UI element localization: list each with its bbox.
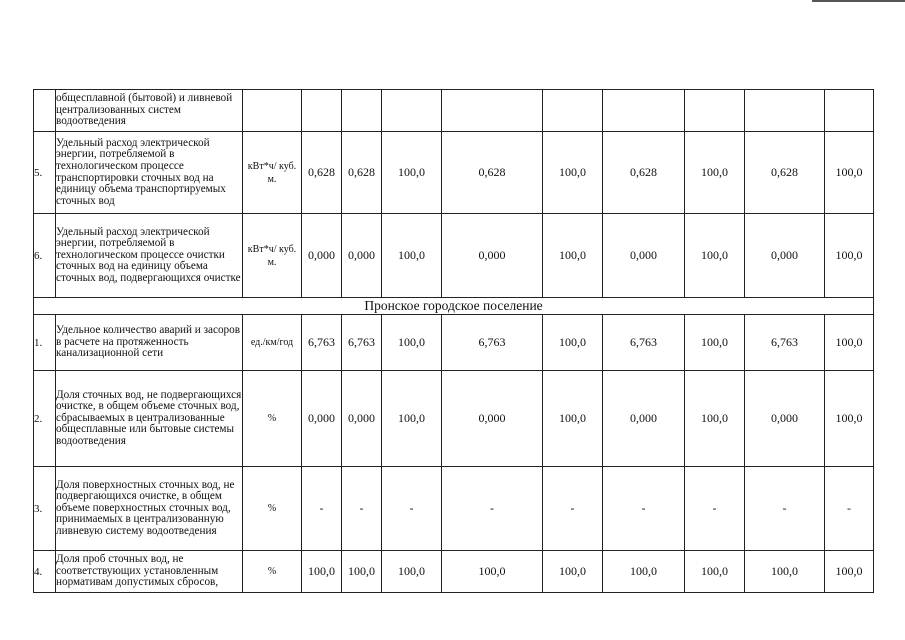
value-cell: -: [382, 467, 442, 551]
row-unit: кВт*ч/ куб. м.: [243, 214, 302, 298]
row-unit: ед./км/год: [243, 315, 302, 371]
value-cell: -: [342, 467, 382, 551]
value-cell: 100,0: [382, 371, 442, 467]
row-number: [34, 90, 56, 132]
value-cell: 0,000: [302, 214, 342, 298]
row-description: Доля поверхностных сточных вод, не подвергающихся очистке, в общем объеме поверхностных сточных вод, принимаемых в централизованную ливневую систему водоотведения: [56, 467, 243, 551]
row-unit: %: [243, 371, 302, 467]
table-row: [34, 132, 874, 214]
value-cell: 0,000: [442, 214, 543, 298]
row-number: 5.: [34, 132, 56, 214]
section-title: Пронское городское поселение: [34, 298, 874, 315]
value-cell: [342, 90, 382, 132]
value-cell: 100,0: [382, 315, 442, 371]
section-row: [34, 298, 874, 315]
value-cell: 100,0: [382, 214, 442, 298]
value-cell: 0,628: [342, 132, 382, 214]
value-cell: 6,763: [442, 315, 543, 371]
value-cell: -: [825, 467, 874, 551]
value-cell: [543, 90, 603, 132]
table-row: [34, 551, 874, 593]
value-cell: 100,0: [825, 315, 874, 371]
table-row: [34, 467, 874, 551]
value-cell: 100,0: [382, 132, 442, 214]
value-cell: 0,000: [603, 214, 685, 298]
value-cell: -: [685, 467, 745, 551]
value-cell: 100,0: [745, 551, 825, 593]
value-cell: 100,0: [543, 551, 603, 593]
value-cell: 0,000: [302, 371, 342, 467]
row-number: 2.: [34, 371, 56, 467]
value-cell: 0,628: [442, 132, 543, 214]
value-cell: 100,0: [442, 551, 543, 593]
value-cell: 100,0: [685, 315, 745, 371]
value-cell: 0,628: [302, 132, 342, 214]
top-edge-line: [812, 0, 905, 2]
value-cell: 0,000: [745, 214, 825, 298]
value-cell: 6,763: [302, 315, 342, 371]
row-number: 1.: [34, 315, 56, 371]
value-cell: 100,0: [382, 551, 442, 593]
row-description: Удельный расход электрической энергии, потребляемой в технологическом процессе транспортировки сточных вод на единицу объема транспортируемых сточных вод: [56, 132, 243, 214]
value-cell: 6,763: [603, 315, 685, 371]
row-unit: %: [243, 551, 302, 593]
value-cell: 100,0: [685, 132, 745, 214]
value-cell: 100,0: [543, 315, 603, 371]
value-cell: -: [543, 467, 603, 551]
value-cell: 6,763: [745, 315, 825, 371]
value-cell: 100,0: [825, 132, 874, 214]
value-cell: 100,0: [302, 551, 342, 593]
value-cell: 0,000: [442, 371, 543, 467]
value-cell: 0,628: [603, 132, 685, 214]
value-cell: 0,000: [745, 371, 825, 467]
value-cell: [382, 90, 442, 132]
value-cell: [685, 90, 745, 132]
value-cell: 100,0: [685, 214, 745, 298]
value-cell: 100,0: [825, 214, 874, 298]
row-description: Удельный расход электрической энергии, потребляемой в технологическом процессе очистки сточных вод на единицу объема сточных вод, подвергающихся очистке: [56, 214, 243, 298]
indicators-table: [33, 89, 874, 593]
row-number: 4.: [34, 551, 56, 593]
row-unit: [243, 90, 302, 132]
row-description: Доля сточных вод, не подвергающихся очистке, в общем объеме сточных вод, сбрасываемых в централизованные общесплавные или бытовые системы водоотведения: [56, 371, 243, 467]
row-unit: %: [243, 467, 302, 551]
value-cell: [745, 90, 825, 132]
table-row: [34, 371, 874, 467]
value-cell: 0,000: [603, 371, 685, 467]
value-cell: 100,0: [543, 214, 603, 298]
value-cell: 100,0: [685, 551, 745, 593]
row-unit: кВт*ч/ куб. м.: [243, 132, 302, 214]
value-cell: [603, 90, 685, 132]
row-description: Доля проб сточных вод, не соответствующих установленным нормативам допустимых сбросов,: [56, 551, 243, 593]
value-cell: -: [302, 467, 342, 551]
value-cell: 100,0: [543, 132, 603, 214]
value-cell: 100,0: [825, 551, 874, 593]
value-cell: -: [745, 467, 825, 551]
table-row: [34, 315, 874, 371]
row-description: общесплавной (бытовой) и ливневой централизованных систем водоотведения: [56, 90, 243, 132]
value-cell: 100,0: [603, 551, 685, 593]
value-cell: [825, 90, 874, 132]
value-cell: [302, 90, 342, 132]
value-cell: 100,0: [342, 551, 382, 593]
value-cell: 0,000: [342, 214, 382, 298]
value-cell: 0,628: [745, 132, 825, 214]
row-description: Удельное количество аварий и засоров в расчете на протяженность канализационной сети: [56, 315, 243, 371]
value-cell: [442, 90, 543, 132]
value-cell: 0,000: [342, 371, 382, 467]
value-cell: 100,0: [825, 371, 874, 467]
row-number: 3.: [34, 467, 56, 551]
table-row: [34, 90, 874, 132]
value-cell: -: [603, 467, 685, 551]
value-cell: 100,0: [685, 371, 745, 467]
row-number: 6.: [34, 214, 56, 298]
value-cell: -: [442, 467, 543, 551]
table-row: [34, 214, 874, 298]
value-cell: 100,0: [543, 371, 603, 467]
value-cell: 6,763: [342, 315, 382, 371]
